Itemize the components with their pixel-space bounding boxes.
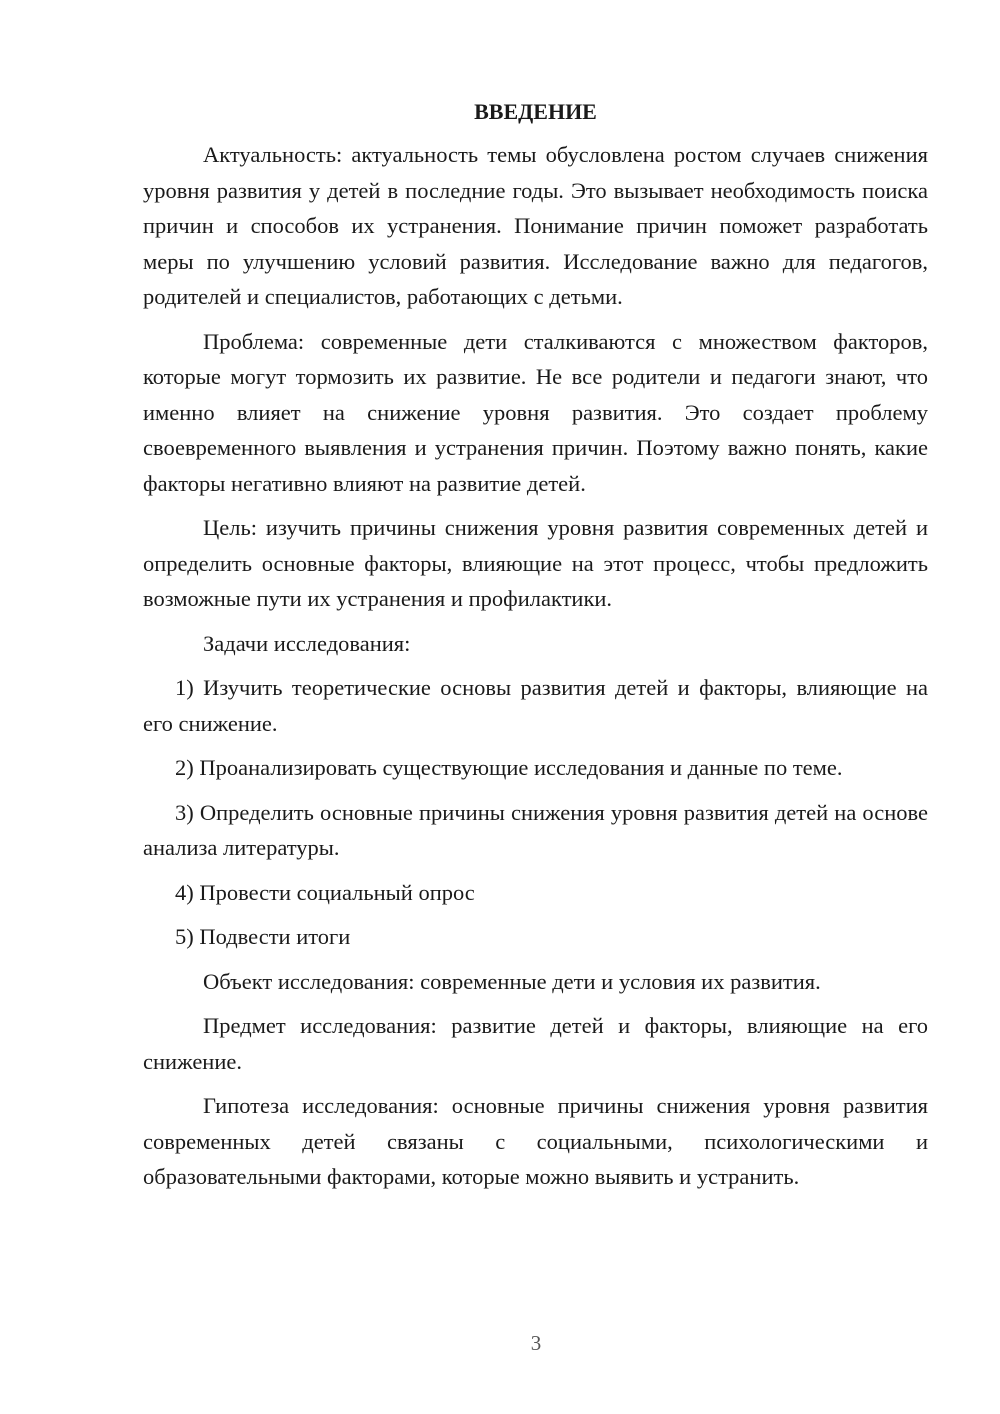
page-content — [143, 96, 928, 1204]
task-item: 3) Определить основные причины снижения уровня развития детей на основе анализа литературы. — [143, 799, 928, 860]
task-item: 5) Подвести итоги — [175, 924, 351, 949]
paragraph-goal: Цель: изучить причины снижения уровня развития современных детей и определить основные факторы, влияющие на этот процесс, чтобы предложить возможные пути их устранения и профилактики. — [143, 515, 928, 611]
tasks-heading: Задачи исследования: — [203, 630, 411, 656]
paragraph-object: Объект исследования: современные дети и условия их развития. — [203, 968, 821, 994]
task-item: 4) Провести социальный опрос — [175, 879, 475, 905]
page-number: 3 — [530, 1331, 542, 1355]
task-item: 2) Проанализировать существующие исследования и данные по теме. — [175, 755, 843, 780]
task-item: 1) Изучить теоретические основы развития детей и факторы, влияющие на его снижение. — [143, 675, 928, 736]
paragraph-relevance: Актуальность: актуальность темы обусловлена ростом случаев снижения уровня развития у детей в последние годы. Это вызывает необходимость поиска причин и способов их устранения. Понимание причин поможет разработать меры по улучшению условий развития. Исследование важно для педагогов, родителей и специалистов, работающих с детьми. — [143, 142, 928, 309]
paragraph-hypothesis: Гипотеза исследования: основные причины снижения уровня развития современных детей связаны с социальными, психологическими и образовательными факторами, которые можно выявить и устранить. — [143, 1093, 928, 1189]
paragraph-problem: Проблема: современные дети сталкиваются с множеством факторов, которые могут тормозить их развитие. Не все родители и педагоги знают, что именно влияет на снижение уровня развития. Это создает проблему своевременного выявления и устранения причин. Поэтому важно понять, какие факторы негативно влияют на развитие детей. — [143, 328, 928, 496]
paragraph-subject: Предмет исследования: развитие детей и факторы, влияющие на его снижение. — [143, 1013, 928, 1074]
section-title: ВВЕДЕНИЕ — [474, 99, 597, 124]
